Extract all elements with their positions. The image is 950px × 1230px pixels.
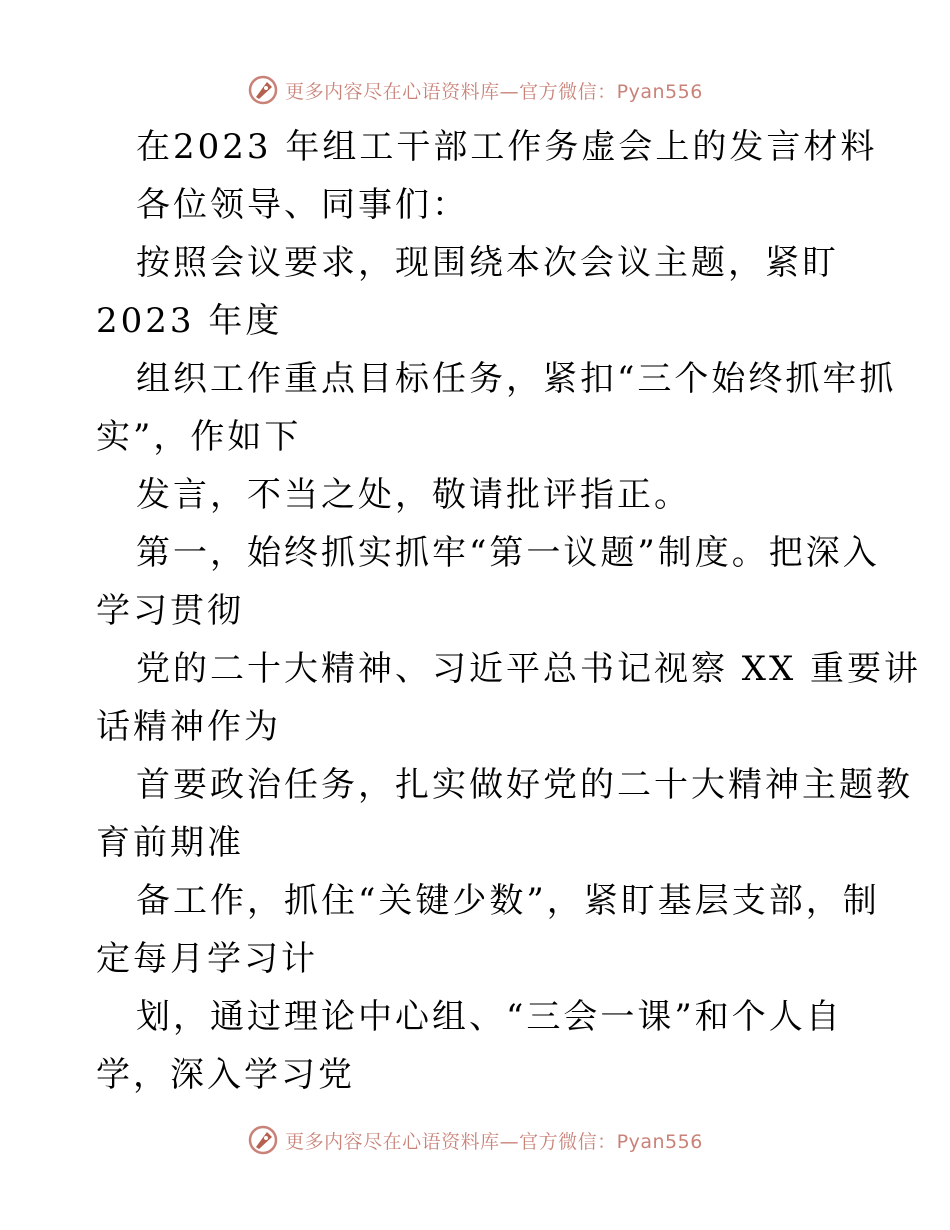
paragraph-line: 第一，始终抓实抓牢“第一议题”制度。把深入 — [136, 533, 880, 573]
pen-nib-logo-icon — [247, 1124, 279, 1156]
paragraph-line: 定每月学习计 — [96, 939, 318, 979]
paragraph-line: 学，深入学习党 — [96, 1055, 355, 1095]
watermark-text: 更多内容尽在心语资料库—官方微信：Pyan556 — [285, 80, 703, 103]
paragraph-line: 发言，不当之处，敬请批评指正。 — [136, 475, 691, 515]
paragraph-line: 2023 年度 — [96, 301, 283, 341]
paragraph-line: 备工作，抓住“关键少数”，紧盯基层支部，制 — [136, 881, 880, 921]
paragraph-line: 党的二十大精神、习近平总书记视察 XX 重要讲 — [136, 649, 922, 689]
salutation: 各位领导、同事们： — [136, 185, 469, 225]
watermark-text: 更多内容尽在心语资料库—官方微信：Pyan556 — [285, 1130, 703, 1153]
paragraph-line: 首要政治任务，扎实做好党的二十大精神主题教 — [136, 765, 913, 805]
paragraph-line: 实”，作如下 — [96, 417, 302, 457]
header-watermark — [0, 70, 950, 110]
paragraph-line: 学习贯彻 — [96, 591, 244, 631]
paragraph-line: 话精神作为 — [96, 707, 281, 747]
footer-watermark — [0, 1120, 950, 1160]
document-body — [96, 118, 922, 1104]
pen-nib-logo-icon — [247, 74, 279, 106]
paragraph-line: 按照会议要求，现围绕本次会议主题，紧盯 — [136, 243, 839, 283]
document-title: 在2023 年组工干部工作务虚会上的发言材料 — [136, 127, 878, 167]
paragraph-line: 组织工作重点目标任务，紧扣“三个始终抓牢抓 — [136, 359, 897, 399]
paragraph-line: 划，通过理论中心组、“三会一课”和个人自 — [136, 997, 843, 1037]
paragraph-line: 育前期准 — [96, 823, 244, 863]
